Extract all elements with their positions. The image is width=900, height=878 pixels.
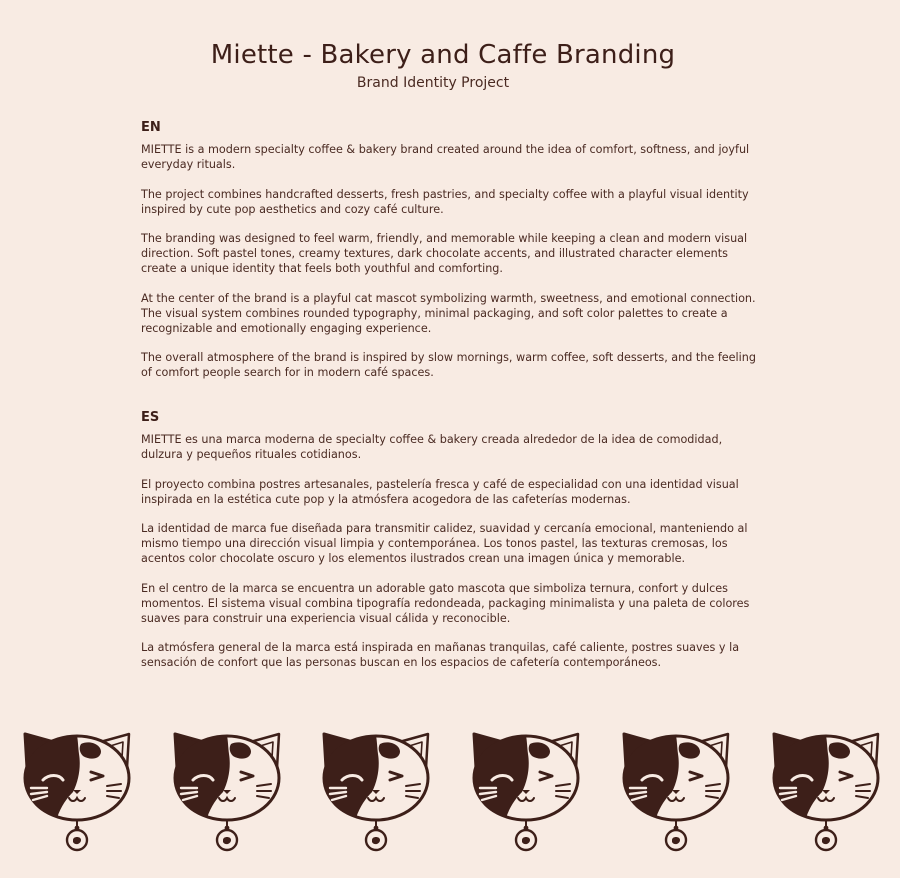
- paragraph: The branding was designed to feel warm, friendly, and memorable while keeping a clean and modern visual direction. Soft pastel tones, creamy textures, dark chocolate accents, and illustrated character elements create a unique identity that feels both youthful and comforting.: [141, 232, 748, 275]
- section-heading: EN: [141, 120, 161, 135]
- cat-mascot-icon: [470, 728, 582, 856]
- paragraph: En el centro de la marca se encuentra un adorable gato mascota que simboliza ternura, confort y dulces momentos. El sistema visual combina tipografía redondeada, packaging minimalista y una paleta de colores suaves para construir una experiencia visual cálida y reconocible.: [141, 581, 750, 625]
- mascot-row: [0, 728, 900, 858]
- paragraph: MIETTE es una marca moderna de specialty coffee & bakery creada alrededor de la idea de comodidad, dulzura y pequeños rituales cotidianos.: [141, 433, 723, 461]
- paragraph: At the center of the brand is a playful cat mascot symbolizing warmth, sweetness, and emotional connection. The visual system combines rounded typography, minimal packaging, and soft color palettes to create a recognizable and emotionally engaging experience.: [141, 291, 756, 335]
- cat-mascot-icon: [171, 728, 283, 856]
- paragraph: La atmósfera general de la marca está inspirada en mañanas tranquilas, café caliente, postres suaves y la sensación de confort que las personas buscan en los espacios de cafetería contemporáneos.: [141, 641, 740, 669]
- paragraph: El proyecto combina postres artesanales, pastelería fresca y café de especialidad con una identidad visual inspirada en la estética cute pop y la atmósfera acogedora de las cafeterías modernas.: [141, 477, 739, 506]
- page-title: Miette - Bakery and Caffe Branding: [210, 40, 676, 70]
- page-subtitle: Brand Identity Project: [356, 75, 510, 91]
- section-heading: ES: [141, 410, 160, 425]
- cat-mascot-icon: [320, 728, 432, 856]
- section-en: [141, 120, 761, 395]
- paragraph: The overall atmosphere of the brand is inspired by slow mornings, warm coffee, soft desserts, and the feeling of comfort people search for in modern café spaces.: [141, 351, 756, 379]
- cat-mascot-icon: [21, 728, 133, 856]
- section-es: [141, 410, 761, 685]
- paragraph: MIETTE is a modern specialty coffee & bakery brand created around the idea of comfort, softness, and joyful everyday rituals.: [141, 143, 750, 171]
- cat-mascot-icon: [620, 728, 732, 856]
- paragraph: La identidad de marca fue diseñada para transmitir calidez, suavidad y cercanía emocional, manteniendo al mismo tiempo una dirección visual limpia y contemporánea. Los tonos pastel, las texturas cremosas, los acentos color chocolate oscuro y los elementos ilustrados crean una imagen única y memorable.: [141, 522, 748, 565]
- cat-mascot-icon: [770, 728, 882, 856]
- paragraph: The project combines handcrafted desserts, fresh pastries, and specialty coffee with a playful visual identity inspired by cute pop aesthetics and cozy café culture.: [141, 187, 749, 216]
